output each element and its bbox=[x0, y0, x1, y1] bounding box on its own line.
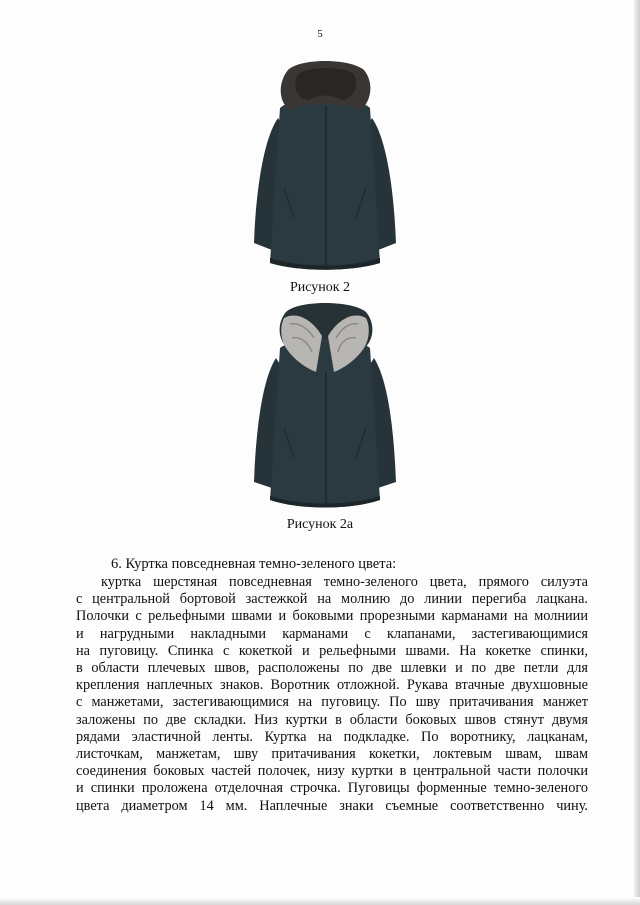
text-line: на пуговицу. Спинка с кокеткой и рельефными швами. На кокетке спинки, bbox=[76, 642, 588, 659]
text-line: соединения боковых частей полочек, низу куртки в центральной части полочки bbox=[76, 763, 588, 780]
scan-edge bbox=[0, 897, 640, 905]
page-number: 5 bbox=[317, 28, 323, 40]
scan-edge bbox=[634, 0, 640, 905]
text-line: куртка шерстяная повседневная темно-зеленого цвета, прямого силуэта bbox=[101, 574, 588, 590]
jacket-light-collar-image bbox=[250, 302, 400, 512]
text-line: листочкам, манжетам, шву притачивания кокетки, локтевым швам, швам bbox=[76, 746, 588, 763]
section-heading: 6. Куртка повседневная темно-зеленого цвета: bbox=[111, 556, 397, 572]
text-line: с манжетами, застегивающимися на пуговицу. По шву притачивания манжет bbox=[76, 694, 588, 711]
text-line: Полочки с рельефными швами и боковыми прорезными карманами на молниии bbox=[76, 608, 588, 625]
figure-jacket-dark-collar bbox=[250, 58, 400, 276]
text-line: заложены по две складки. Низ куртки в области боковых швов стянут двумя bbox=[76, 711, 588, 728]
figure-caption: Рисунок 2 bbox=[289, 280, 351, 295]
figure-caption: Рисунок 2а bbox=[286, 517, 354, 532]
text-line: и нагрудными накладными карманами с клапанами, застегивающимися bbox=[76, 625, 588, 642]
text-line: цвета диаметром 14 мм. Наплечные знаки съемные соответственно чину. bbox=[76, 797, 588, 814]
text-line: рядами эластичной ленты. Куртка на подкладке. По воротнику, лацканам, bbox=[76, 728, 588, 745]
text-line: крепления наплечных знаков. Воротник отложной. Рукава втачные двухшовные bbox=[76, 677, 588, 694]
text-line: в области плечевых швов, расположены по две шлевки и по две петли для bbox=[76, 660, 588, 677]
figure-jacket-light-collar bbox=[250, 302, 400, 512]
text-line: и спинки проложена отделочная строчка. Пуговицы форменные темно-зеленого bbox=[76, 780, 588, 797]
section-body bbox=[76, 574, 588, 815]
jacket-dark-collar-image bbox=[250, 58, 400, 276]
text-line: с центральной бортовой застежкой на молнию до линии перегиба лацкана. bbox=[76, 591, 588, 608]
